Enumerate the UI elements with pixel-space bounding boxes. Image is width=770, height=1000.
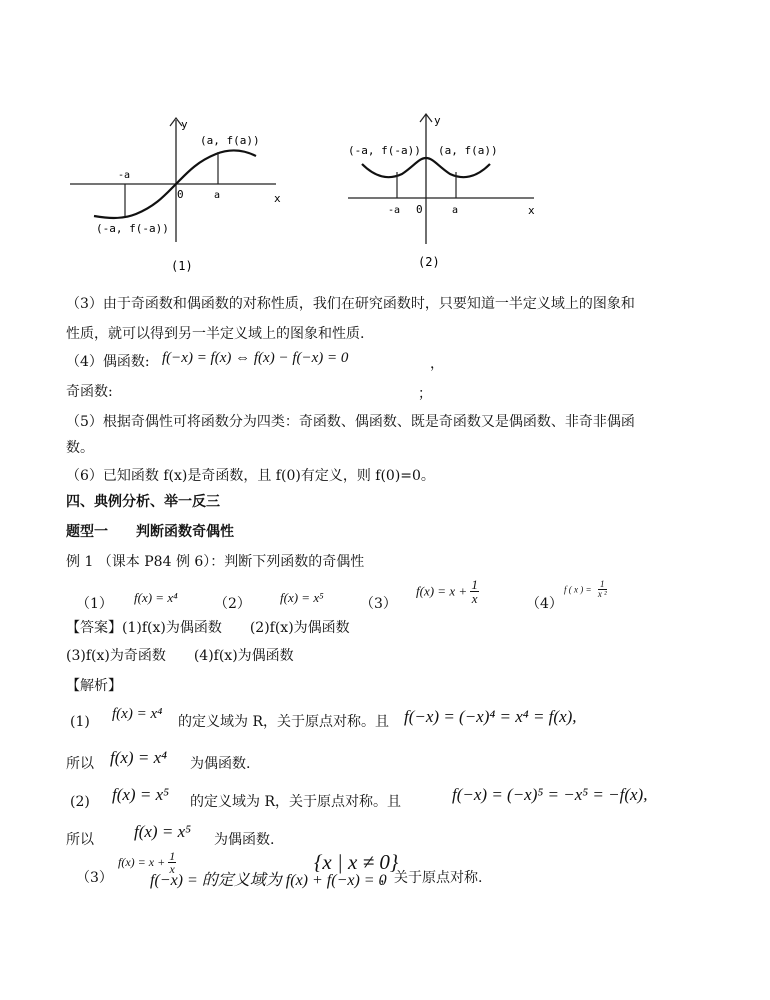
item-number-4: （4） <box>526 596 563 612</box>
solution-2-number: (2) <box>70 794 90 810</box>
item-formula-4-fraction <box>598 580 607 599</box>
fraction-numerator: 1 <box>598 580 607 590</box>
point-label-pos: (a, f(a)) <box>200 134 260 147</box>
item-number-2: （2） <box>214 596 251 612</box>
axis-x-label: x <box>274 192 281 205</box>
odd-function-label: 奇函数: <box>66 384 113 400</box>
fraction-numerator: 1 <box>471 577 478 592</box>
solution-2-conclusion-text: 为偶函数. <box>214 832 275 848</box>
item-number-3: （3） <box>360 596 397 612</box>
question-type-heading: 题型一 判断函数奇偶性 <box>66 524 234 540</box>
fraction-denominator: x <box>169 862 175 876</box>
fraction-denominator: x <box>471 591 478 606</box>
solution-3-domain: {x | x ≠ 0} <box>314 850 399 874</box>
solution-1-equation: f(−x) = (−x)⁴ = x⁴ = f(x), <box>404 707 577 726</box>
item-formula-4-left: f ( x ) = <box>564 584 592 595</box>
paragraph-5-line1: （5）根据奇偶性可将函数分为四类：奇函数、偶函数、既是奇函数又是偶函数、非奇非偶函 <box>66 414 635 430</box>
even-function-formula: f(−x) = f(x) ⇔ f(x) − f(−x) = 0 <box>162 350 349 366</box>
graph-caption: (1) <box>171 259 193 272</box>
paragraph-6: （6）已知函数 f(x)是奇函数，且 f(0)有定义，则 f(0)=0。 <box>66 468 435 484</box>
tick-label-neg-a: -a <box>388 205 401 216</box>
even-function-label: （4）偶函数: <box>66 354 150 370</box>
solution-3-function-left: f(x) = x + <box>118 855 166 869</box>
point-label-neg: (-a, f(-a)) <box>348 144 421 157</box>
solution-2-conclusion-prefix: 所以 <box>66 832 94 848</box>
tick-label-a: a <box>214 190 221 201</box>
item-formula-1: f(x) = x⁴ <box>134 590 178 605</box>
fraction-denominator: x ² <box>597 589 607 599</box>
example-1-heading: 例 1 （课本 P84 例 6）：判断下列函数的奇偶性 <box>66 554 365 570</box>
axis-x-label: x <box>528 204 535 217</box>
tick-label-a: a <box>452 205 459 216</box>
solution-3-tail: ，关于原点对称. <box>380 870 483 886</box>
fraction-numerator: 1 <box>169 849 176 863</box>
solution-3-overlap-formula: f(−x) = 的定义域为 f(x) + f(−x) = 0 <box>150 872 387 889</box>
odd-function-semicolon: ； <box>418 386 432 402</box>
solution-1-text: 的定义域为 R，关于原点对称。且 <box>178 714 389 730</box>
paragraph-3-line2: 性质，就可以得到另一半定义域上的图象和性质. <box>66 326 365 342</box>
solution-1-conclusion-function: f(x) = x⁴ <box>110 748 168 767</box>
paragraph-5-line2: 数。 <box>66 440 94 456</box>
solution-2-equation: f(−x) = (−x)⁵ = −x⁵ = −f(x), <box>452 785 648 804</box>
graph-caption: (2) <box>418 255 440 269</box>
solution-3-number: （3） <box>76 870 113 886</box>
origin-label: 0 <box>416 203 423 216</box>
solution-1-function: f(x) = x⁴ <box>112 706 163 722</box>
solution-2-conclusion-function: f(x) = x⁵ <box>134 822 192 841</box>
axis-y-label: y <box>434 114 441 127</box>
graph-odd-function <box>66 112 296 272</box>
solution-1-conclusion-text: 为偶函数. <box>190 756 251 772</box>
origin-label: 0 <box>177 188 184 201</box>
item-formula-2: f(x) = x⁵ <box>280 590 324 605</box>
even-function-comma: ， <box>430 356 444 372</box>
item-formula-4 <box>564 580 607 599</box>
answer-line-1: 【答案】(1)f(x)为偶函数 (2)f(x)为偶函数 <box>66 620 350 636</box>
answer-line-2: (3)f(x)为奇函数 (4)f(x)为偶函数 <box>66 648 294 664</box>
paragraph-3-line1: （3）由于奇函数和偶函数的对称性质，我们在研究函数时，只要知道一半定义域上的图象和 <box>66 296 635 312</box>
item-formula-3 <box>416 578 479 605</box>
item-number-1: （1） <box>76 596 113 612</box>
solution-1-number: (1) <box>70 714 90 730</box>
item-formula-3-fraction <box>470 578 479 605</box>
axis-y-label: y <box>181 118 188 131</box>
solution-2-function: f(x) = x⁵ <box>112 785 170 804</box>
point-label-pos: (a, f(a)) <box>438 144 498 157</box>
section-heading: 四、典例分析、举一反三 <box>66 494 220 510</box>
solution-2-text: 的定义域为 R，关于原点对称。且 <box>190 794 401 810</box>
graph-even-function <box>344 106 544 276</box>
item-formula-3-left: f(x) = x + <box>416 583 468 599</box>
point-label-neg: (-a, f(-a)) <box>96 222 169 235</box>
analysis-heading: 【解析】 <box>66 678 122 694</box>
solution-1-conclusion-prefix: 所以 <box>66 756 94 772</box>
tick-label-neg-a: -a <box>118 170 131 181</box>
